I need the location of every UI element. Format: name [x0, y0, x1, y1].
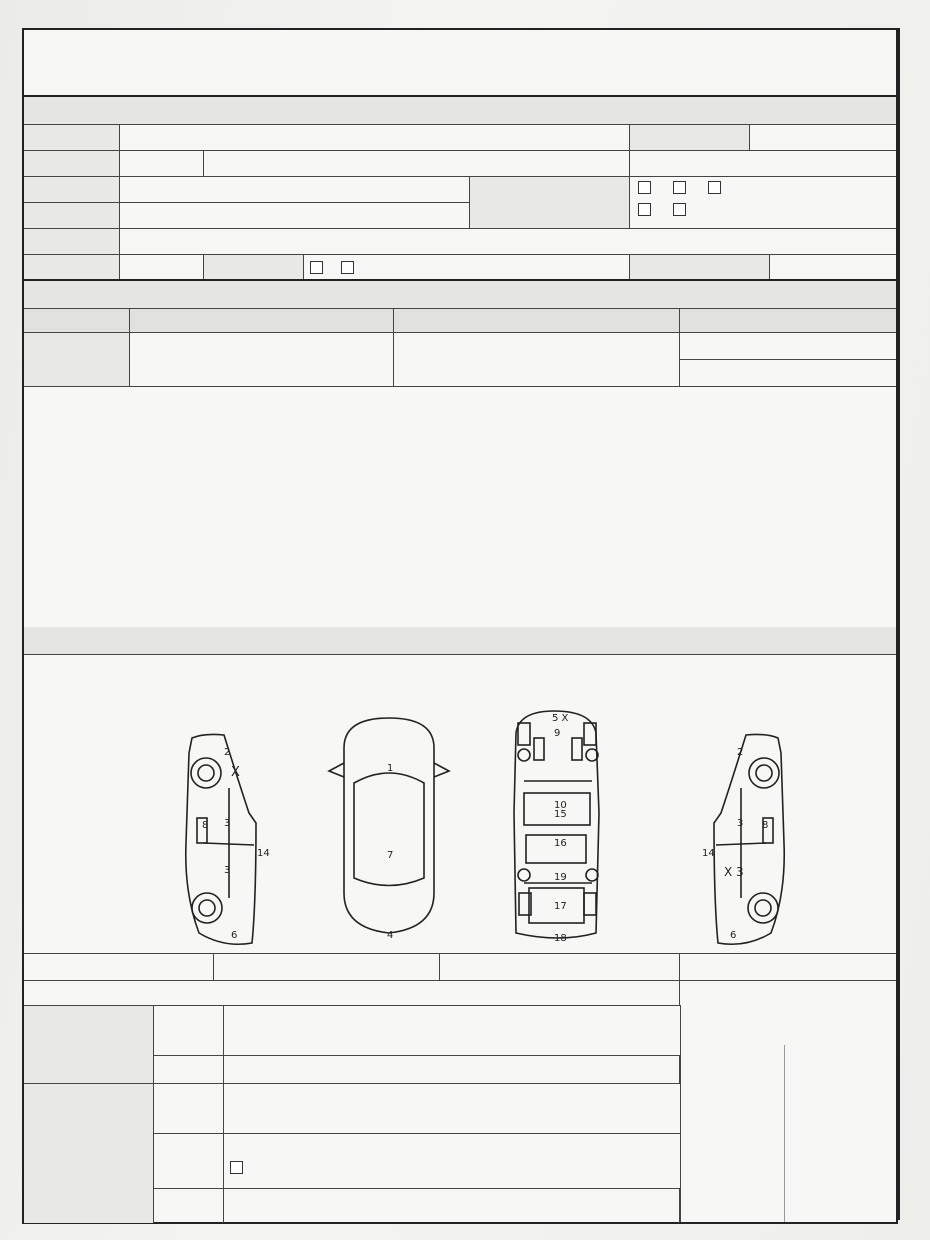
col-state: [130, 309, 394, 332]
rankC-items: [224, 1189, 680, 1223]
label-accident: [24, 953, 214, 980]
svg-text:2: 2: [737, 747, 744, 758]
mileage-price: [680, 333, 896, 387]
col-history: [24, 309, 130, 332]
rankA-items: [224, 1084, 680, 1134]
price-base-unit: [770, 255, 896, 279]
left-side-view: [186, 734, 256, 944]
row-accident-history: [24, 953, 896, 981]
basic-info-section-header: [24, 97, 896, 125]
adjacent-page-edge: [898, 28, 930, 1220]
svg-text:4: 4: [387, 930, 394, 941]
rank-c: [154, 1189, 224, 1223]
checkbox[interactable]: [673, 203, 686, 216]
row-fuel: [24, 229, 896, 255]
reg-no: [750, 125, 896, 150]
rank1-items: [224, 1006, 680, 1056]
diagram-area: [24, 655, 896, 954]
warranty-option[interactable]: [341, 261, 358, 274]
svg-text:3: 3: [224, 865, 231, 876]
svg-text:5 X: 5 X: [552, 713, 569, 724]
form-title: [24, 30, 896, 75]
price-unit: [680, 333, 896, 360]
svg-text:7: 7: [387, 850, 394, 861]
svg-text:6: 6: [730, 930, 737, 941]
trans-option[interactable]: [673, 203, 690, 216]
service-note: [254, 72, 714, 95]
simple-repair-options: [680, 953, 896, 980]
parts-price-col: [680, 981, 896, 1021]
car-name-cell: [120, 125, 630, 150]
label-car-name: [24, 125, 120, 150]
label-inspect: [204, 151, 630, 176]
row-parts-header: [24, 981, 896, 1005]
label-vin: [24, 203, 120, 228]
svg-text:1: 1: [387, 763, 394, 774]
checkbox[interactable]: [638, 203, 651, 216]
parts-table: [24, 1005, 680, 1223]
status-column-header: [24, 309, 896, 333]
svg-text:17: 17: [554, 901, 567, 912]
status-section-header: [24, 281, 896, 309]
warranty-option[interactable]: [310, 261, 327, 274]
transmission-options: [630, 177, 896, 229]
svg-text:16: 16: [554, 838, 567, 849]
first-reg: [120, 177, 470, 202]
label-mileage: [24, 333, 130, 386]
checkbox[interactable]: [708, 181, 721, 194]
row-year: [24, 151, 896, 177]
divider: [680, 1005, 681, 1222]
svg-text:3: 3: [224, 818, 231, 829]
parts-price-cell: [680, 1045, 896, 1222]
svg-text:19: 19: [554, 872, 567, 883]
label-warranty: [204, 255, 304, 279]
checkbox[interactable]: [673, 181, 686, 194]
rank-1: [154, 1006, 224, 1056]
row-car-name: [24, 125, 896, 151]
col-price: [680, 309, 896, 332]
svg-text:6: 6: [231, 930, 238, 941]
car-diagram: [24, 693, 896, 953]
right-side-view: [714, 734, 784, 944]
checkbox[interactable]: [230, 1161, 243, 1174]
trans-option[interactable]: [673, 181, 690, 194]
row-mileage: [24, 333, 896, 387]
document-number: [24, 72, 254, 95]
year: [120, 151, 204, 176]
mileage-text: [394, 333, 680, 386]
label-transmission: [470, 177, 630, 229]
svg-text:10: 10: [554, 800, 567, 811]
checkbox[interactable]: [310, 261, 323, 274]
label-engine: [24, 255, 120, 279]
svg-text:X: X: [231, 765, 240, 780]
svg-text:18: 18: [554, 933, 567, 944]
svg-text:8: 8: [762, 820, 769, 831]
rankB-items: [224, 1134, 680, 1189]
col-items: [394, 309, 680, 332]
label-first-reg: [24, 177, 120, 202]
label-outer: [24, 1006, 154, 1084]
trans-option[interactable]: [638, 181, 655, 194]
trans-option[interactable]: [638, 203, 655, 216]
svg-text:2: 2: [224, 747, 231, 758]
svg-text:15: 15: [554, 809, 567, 820]
accident-section-header: [24, 627, 896, 655]
label-reg-no: [630, 125, 750, 150]
header-subline: [24, 72, 896, 97]
label-parts: [24, 981, 680, 1005]
label-simple-repair: [440, 953, 680, 980]
label-fuel: [24, 229, 120, 254]
svg-text:9: 9: [554, 728, 561, 739]
row-engine: [24, 255, 896, 281]
rank-a: [154, 1084, 224, 1134]
label-price-base: [630, 255, 770, 279]
svg-text:3: 3: [737, 818, 744, 829]
divider: [784, 1045, 785, 1222]
inspection-form: [22, 28, 898, 1224]
mileage-state: [130, 333, 394, 387]
accident-options: [214, 953, 440, 980]
top-view: [329, 718, 449, 933]
svg-text:14: 14: [702, 848, 715, 859]
label-year: [24, 151, 120, 176]
fuel-options: [120, 229, 896, 254]
trans-option[interactable]: [708, 181, 725, 194]
checkbox[interactable]: [341, 261, 354, 274]
rank-b: [154, 1134, 224, 1189]
checkbox[interactable]: [638, 181, 651, 194]
price-unit: [680, 1045, 896, 1222]
inspect-period: [630, 151, 896, 176]
engine: [120, 255, 204, 279]
vin: [120, 203, 470, 228]
label-frame: [24, 1084, 154, 1223]
svg-text:X 3: X 3: [724, 865, 744, 879]
rank-2: [154, 1056, 224, 1084]
svg-text:8: 8: [202, 820, 209, 831]
svg-text:14: 14: [257, 848, 270, 859]
price-unit: [680, 360, 896, 387]
warranty-options: [304, 255, 630, 279]
rank2-items: [224, 1056, 680, 1084]
